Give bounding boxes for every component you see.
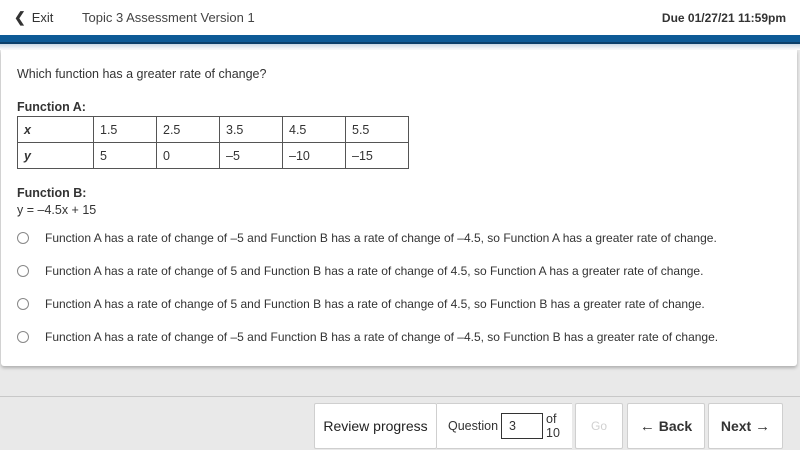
question-label: Question	[448, 419, 499, 433]
table-cell: –5	[220, 143, 283, 169]
function-a-table	[17, 116, 409, 169]
table-cell: 0	[157, 143, 220, 169]
table-cell: 4.5	[283, 117, 346, 143]
function-b-label: Function B:	[17, 186, 87, 200]
table-cell: –10	[283, 143, 346, 169]
choice-text: Function A has a rate of change of –5 and Function B has a rate of change of –4.5, so Function A has a greater rate of change.	[45, 231, 717, 245]
question-card	[1, 50, 797, 366]
radio-button[interactable]	[17, 265, 29, 277]
table-header-y: y	[18, 143, 94, 169]
answer-choice-b[interactable]	[17, 261, 777, 281]
back-button[interactable]	[627, 403, 705, 449]
top-bar	[0, 0, 800, 35]
question-total: of 10	[546, 412, 560, 440]
table-cell: 5	[94, 143, 157, 169]
back-label: Back	[658, 418, 693, 434]
table-cell: –15	[346, 143, 409, 169]
choice-text: Function A has a rate of change of –5 and Function B has a rate of change of –4.5, so Function B has a greater rate of change.	[45, 330, 719, 344]
next-button[interactable]	[708, 403, 783, 449]
assessment-title: Topic 3 Assessment Version 1	[82, 10, 255, 25]
table-cell: 5.5	[346, 117, 409, 143]
table-row-x	[18, 117, 409, 143]
review-progress-button[interactable]: Review progress	[314, 403, 437, 449]
next-label: Next	[720, 418, 752, 434]
footer-nav	[0, 396, 800, 450]
answer-choice-c[interactable]	[17, 294, 777, 314]
question-prompt: Which function has a greater rate of change?	[17, 67, 267, 81]
table-cell: 1.5	[94, 117, 157, 143]
exit-button[interactable]	[0, 9, 82, 26]
arrow-left-icon: ←	[639, 417, 655, 435]
radio-button[interactable]	[17, 232, 29, 244]
answer-choice-a[interactable]	[17, 228, 777, 248]
chevron-left-icon: ❮	[14, 9, 26, 25]
exit-label: Exit	[31, 10, 54, 25]
table-row-y	[18, 143, 409, 169]
question-navigator	[437, 403, 572, 449]
due-date: Due 01/27/21 11:59pm	[661, 10, 786, 25]
table-header-x: x	[18, 117, 94, 143]
radio-button[interactable]	[17, 298, 29, 310]
choice-text: Function A has a rate of change of 5 and Function B has a rate of change of 4.5, so Function B has a greater rate of change.	[45, 297, 705, 311]
arrow-right-icon: →	[755, 417, 771, 435]
question-number-input[interactable]	[501, 413, 543, 439]
go-button[interactable]: Go	[575, 403, 623, 449]
choice-text: Function A has a rate of change of 5 and Function B has a rate of change of 4.5, so Function A has a greater rate of change.	[45, 264, 704, 278]
radio-button[interactable]	[17, 331, 29, 343]
function-b-equation: y = –4.5x + 15	[17, 203, 97, 217]
header-band	[0, 35, 800, 44]
function-a-label: Function A:	[17, 100, 86, 114]
answer-choice-d[interactable]	[17, 327, 777, 347]
table-cell: 2.5	[157, 117, 220, 143]
table-cell: 3.5	[220, 117, 283, 143]
